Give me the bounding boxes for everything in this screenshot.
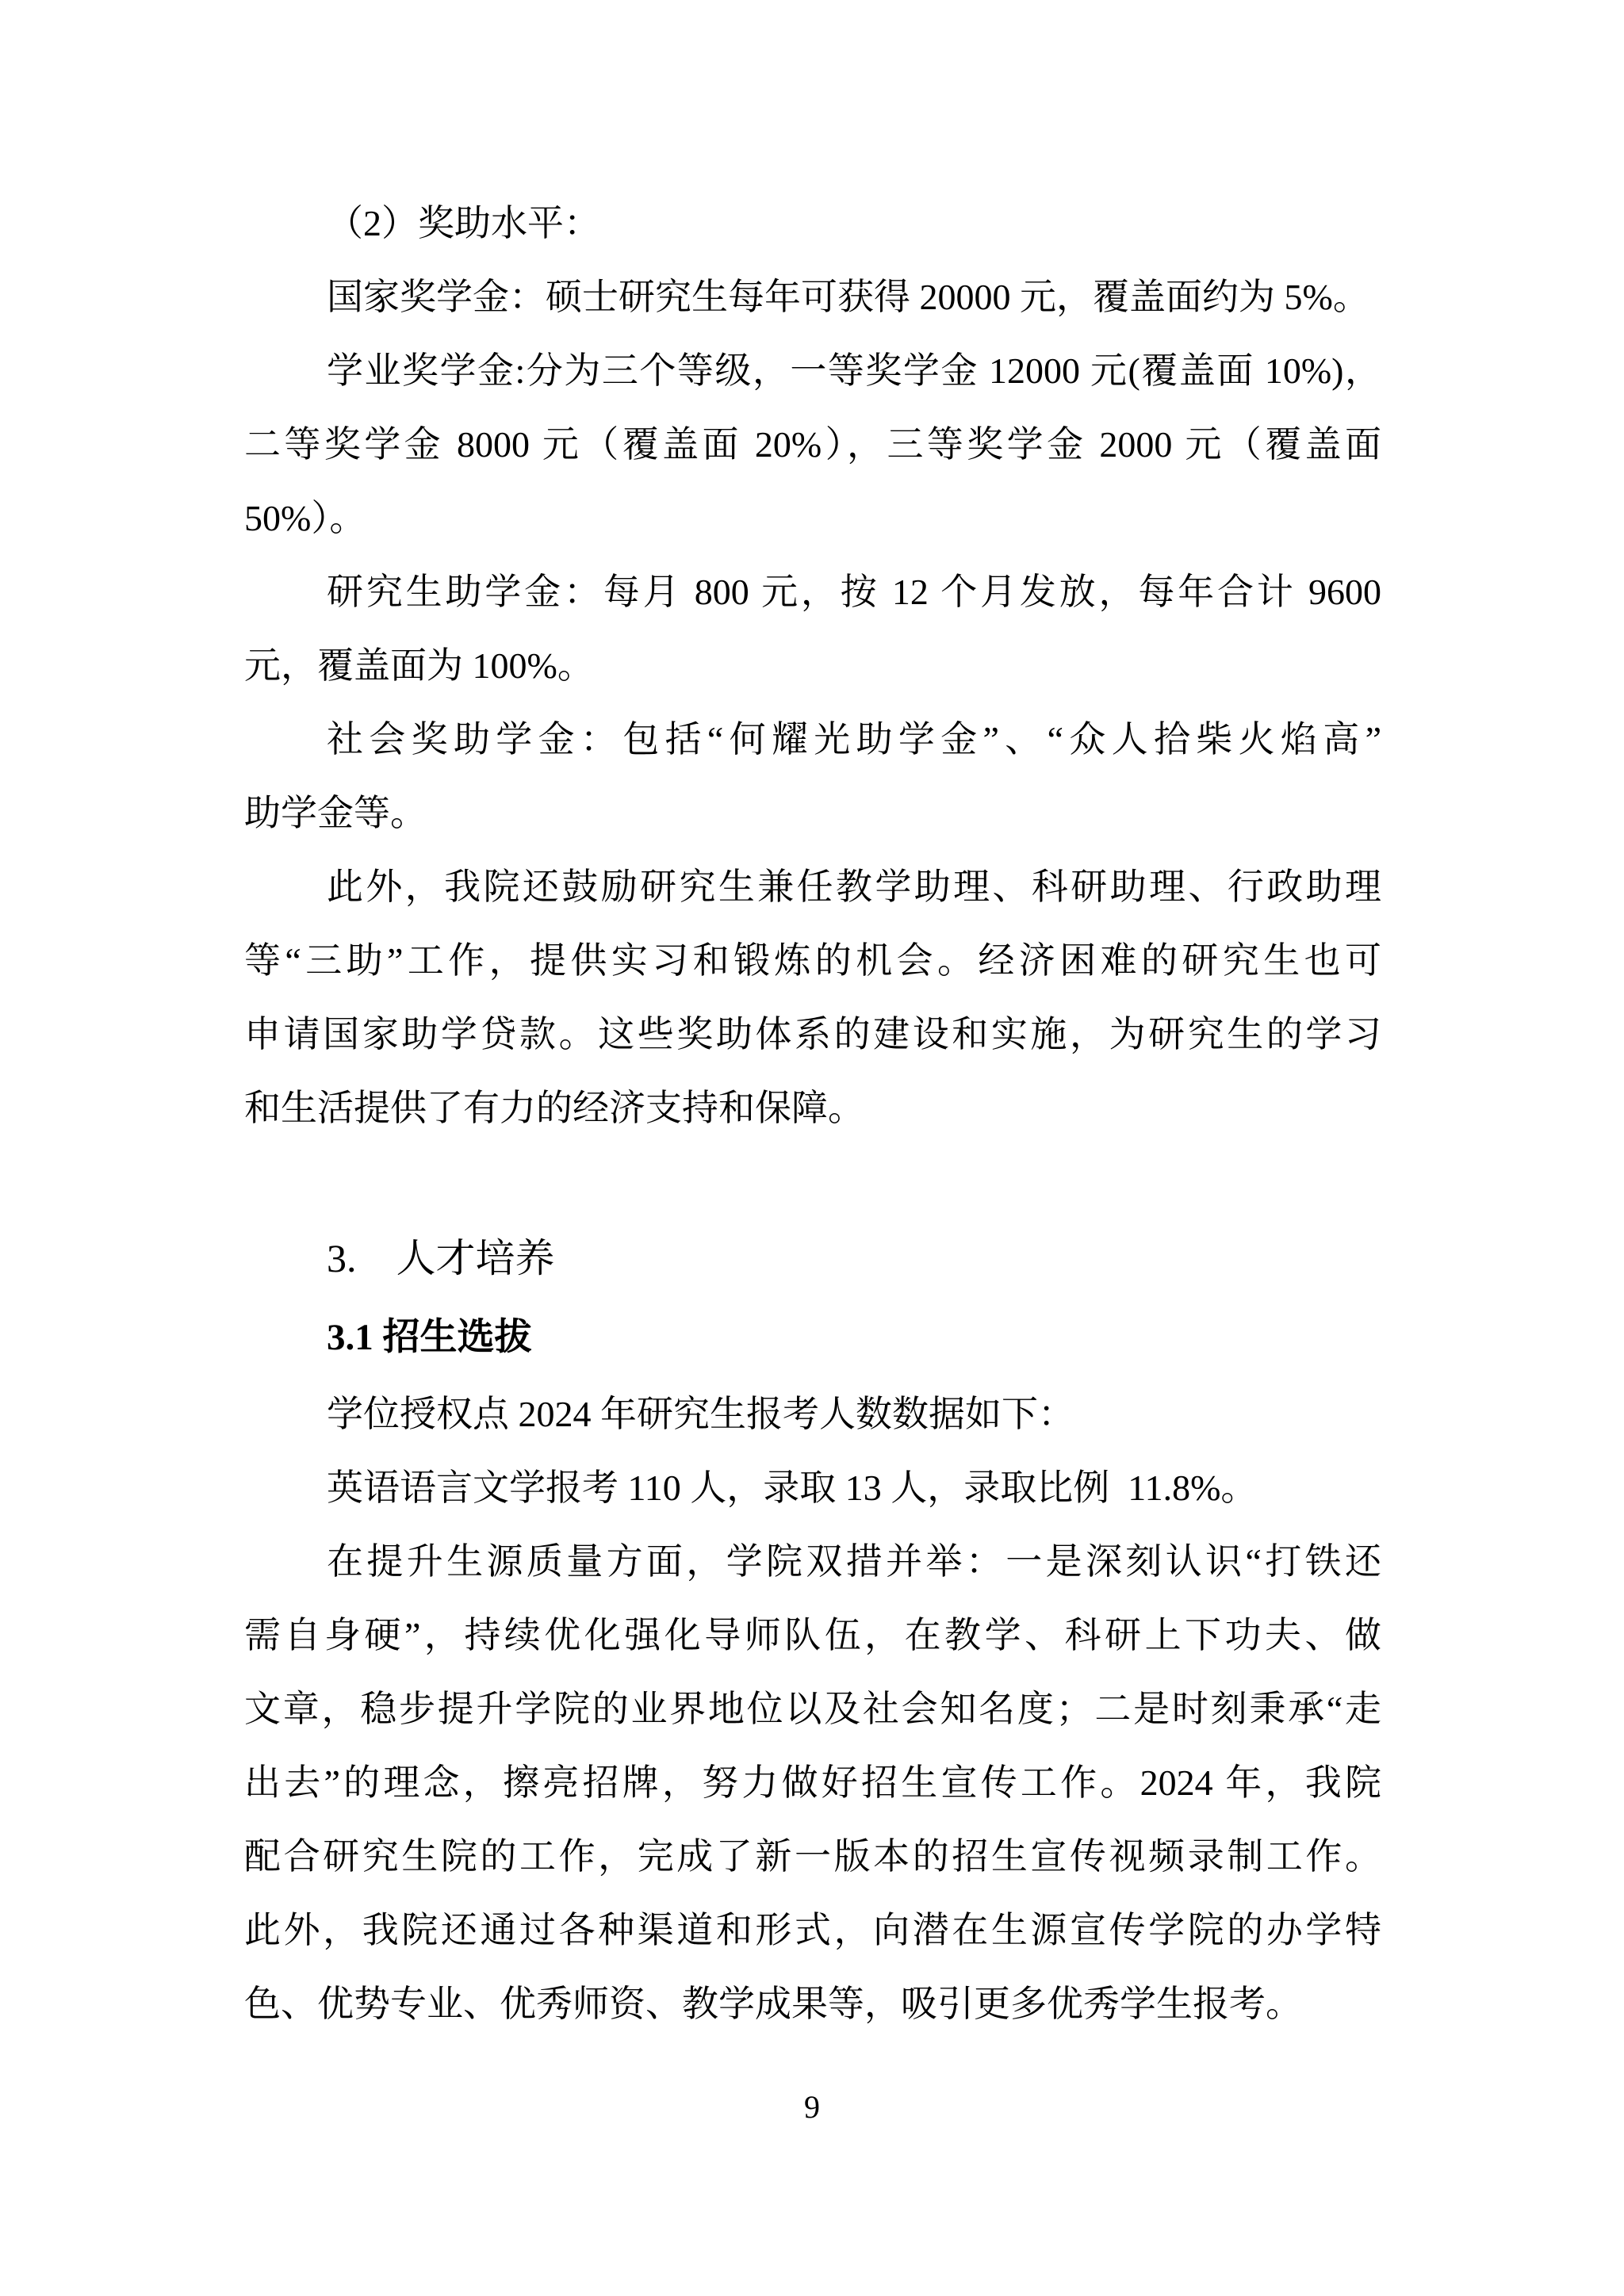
body-line: 申请国家助学贷款。这些奖助体系的建设和实施，为研究生的学习	[244, 1014, 1381, 1054]
body-line: 和生活提供了有力的经济支持和保障。	[244, 1088, 864, 1128]
body-line: 学位授权点 2024 年研究生报考人数数据如下：	[327, 1394, 1074, 1434]
body-line: 研究生助学金：每月 800 元，按 12 个月发放，每年合计 9600	[327, 572, 1381, 612]
page-number: 9	[804, 2089, 820, 2125]
body-line: 英语语言文学报考 110 人，录取 13 人，录取比例 11.8%。	[327, 1468, 1258, 1508]
section-heading: 3. 人才培养	[327, 1236, 555, 1280]
body-line: 学业奖学金:分为三个等级，一等奖学金 12000 元(覆盖面 10%)，	[327, 350, 1381, 391]
body-line: 等“三助”工作，提供实习和锻炼的机会。经济困难的研究生也可	[244, 940, 1381, 981]
body-line: 配合研究生院的工作，完成了新一版本的招生宣传视频录制工作。	[244, 1836, 1381, 1877]
body-line: 50%）。	[244, 498, 366, 538]
body-line: 助学金等。	[244, 793, 427, 833]
body-line: 此外，我院还通过各种渠道和形式，向潜在生源宣传学院的办学特	[244, 1910, 1381, 1950]
blank-line	[244, 1145, 1381, 1219]
body-line: （2）奖助水平：	[327, 203, 600, 243]
body-line: 在提升生源质量方面，学院双措并举：一是深刻认识“打铁还	[327, 1541, 1381, 1582]
body-line: 社会奖助学金：包括“何耀光助学金”、“众人拾柴火焰高”	[327, 719, 1381, 760]
body-line: 出去”的理念，擦亮招牌，努力做好招生宣传工作。2024 年，我院	[244, 1762, 1381, 1803]
body-line: 此外，我院还鼓励研究生兼任教学助理、科研助理、行政助理	[327, 867, 1381, 907]
body-line: 需自身硬”，持续优化强化导师队伍，在教学、科研上下功夫、做	[244, 1615, 1381, 1655]
body-line: 元，覆盖面为 100%。	[244, 645, 594, 686]
body-line: 二等奖学金 8000 元（覆盖面 20%），三等奖学金 2000 元（覆盖面	[244, 424, 1381, 465]
body-line: 国家奖学金：硕士研究生每年可获得 20000 元，覆盖面约为 5%。	[327, 277, 1369, 317]
body-line: 文章，稳步提升学院的业界地位以及社会知名度；二是时刻秉承“走	[244, 1689, 1381, 1729]
subsection-heading: 3.1 招生选拔	[327, 1317, 532, 1358]
page-content	[244, 186, 1381, 2041]
body-line: 色、优势专业、优秀师资、教学成果等，吸引更多优秀学生报考。	[244, 1984, 1302, 2024]
